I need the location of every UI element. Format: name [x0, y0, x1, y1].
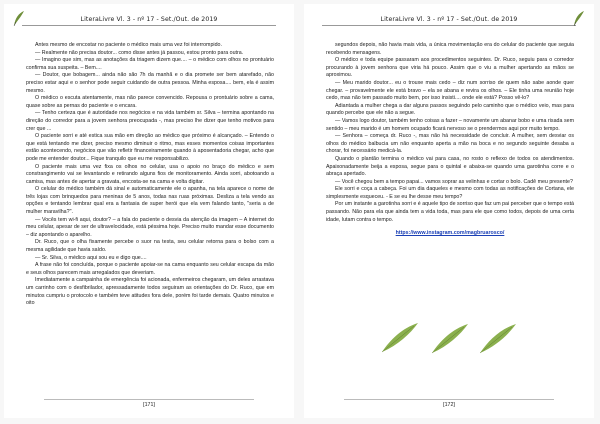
feathers-illustration: [374, 320, 524, 356]
header-divider: [22, 25, 276, 26]
paragraph: Antes mesmo de encostar no paciente o médico mais uma vez foi interrompido.: [35, 42, 222, 48]
page-header: [4, 10, 294, 26]
paragraph: O paciente sorri e até estica sua mão em direção ao médico que próximo é alcançado. – Entendo o que está tentando me dizer, preciso mesmo diminuir o ritmo, mas esses momentos coisas importantes estão acontecendo, negócios que vão refletir financeiramente quando à aposentadoria chegar, acho que pode me entender doutor... Fique tranquilo que eu me responsabilizo.: [26, 133, 274, 162]
page-number: [171]: [143, 402, 155, 408]
feather-icon: [480, 324, 516, 353]
paragraph: — Você chegou bem a tempo papai... vamos soprar as velinhas e cortar o bolo. Cadê meu presente?: [335, 178, 573, 185]
right-page: [304, 4, 594, 418]
paragraph: O médico o escuta atentamente, mas não parece convencido. Repousa o prontuário sobre a cama, quase sobre as pernas do paciente e o encara.: [26, 95, 274, 109]
paragraph: Imediatamente a campainha de emergência foi acionada, enfermeiros chegaram, um deles arrastava um carrinho com o desfibrilador, apressadamente todos seguiram as orientações do Dr. Ruco, que em minutos cumpriu o protocolo e também teve atitudes fora dele, porém foi tarde demais. Quatro minutos e oito: [26, 277, 274, 307]
paragraph: A frase não foi concluída, porque o paciente apoiar-se na cama enquanto seu celular escapa da mão e seus olhos parecem mais arregalados que deveriam.: [26, 262, 274, 276]
paragraph: — Sr. Silva, o médico aqui sou eu e digo que....: [35, 254, 147, 261]
story-text: [326, 42, 574, 238]
paragraph: — Vamos logo doutor, também tenho coisas a fazer – novamente um abanar bobo e uma risada sem sentido – meu marido é um homem ocupado ficará nervoso se o prendermos aqui por muito tempo.: [326, 117, 574, 132]
paragraph: — Vocês tem wi-fi aqui, doutor? – a fala do paciente o desvia da atenção da imagem – A internet do meu celular, apesar de ser de ultravelocidade, está péssima hoje. Preciso muito mandar esse documento – diz apontando o aparelho.: [26, 216, 274, 238]
paragraph: O paciente mais uma vez fixa os olhos no celular, usa o apoio no braço do médico e sem constrangimento vai se levantando e retirando alguns fios de monitoramento. Ainda sorri, abotoando a camisa, mas antes de apertar a gravata, encosta-se na cama e volta digitar.: [26, 163, 274, 185]
paragraph: Adiantada a mulher chega a dar alguns passos seguindo pelo caminho que o médico veio, mas para quando percebe que ele não a segue.: [326, 102, 574, 117]
quill-icon: [572, 10, 586, 28]
paragraph: Quando o plantão termina o médico vai para casa, no rosto o reflexo de todos os atendimentos. Apaixonadamente beija a esposa, segue para o quintal e abaixa-se quando uma garotinha corre e o abraça apertado.: [326, 155, 574, 178]
instagram-link[interactable]: https://www.instagram.com/magbruarosco/: [395, 230, 505, 237]
paragraph: — Tenho certeza que é autoridade nos negócios e na vida também sr. Silva – termina apontando na direção do corredor para a jovem senhora preocupada -, mas preciso lhe dizer que tenho motivos para crer que ...: [26, 110, 274, 132]
story-text: [26, 42, 274, 308]
page-header: [304, 10, 594, 26]
journal-header: LiteraLivre Vl. 3 - nº 17 - Set./Out. de 2019: [80, 16, 218, 23]
paragraph: — Realmente não precisa doutor... como disse antes já passou, estou pronto para outra.: [35, 49, 244, 56]
paragraph: — Senhora – começa dr. Ruco -, mas não há necessidade de concluir. A mulher, sem desviar os olhos do médico balbucia um não enquanto aperta a mão na boca e no segundo seguinte desaba a chorar, foi necessário medicá-la.: [326, 133, 574, 155]
paragraph: O médico e toda equipe passaram aos procedimentos seguintes. Dr. Ruco, seguiu para o corredor procurando à jovem senhora que viria há pouco. Assim que o viu a mulher apertando as mãos se aproximou.: [326, 57, 574, 79]
paragraph: segundos depois, não havia mais vida, a única movimentação era do celular do paciente que seguia recebendo mensagens.: [326, 42, 574, 56]
paragraph: — Meu marido doutor... eu o trouxe mais cedo – diz num sorriso de quem não sabe aonde quer chegar. – provavelmente ele está bravo – ela se abana e revira os olhos. – Ele tinha uma reunião hoje cedo, mas não tem passado muito bem, por isso insisti.... onde ele está? Posso vê-lo?: [326, 79, 574, 102]
paragraph: Dr. Ruco, que o olha fixamente percebe o suor na testa, seu celular retorna para o bolso com a mesma agilidade que havia saído.: [26, 239, 274, 254]
footer-divider: [44, 399, 254, 400]
page-number: [172]: [443, 402, 455, 408]
journal-header: LiteraLivre Vl. 3 - nº 17 - Set./Out. de 2019: [380, 16, 518, 23]
feather-icon: [432, 324, 468, 353]
header-divider: [322, 25, 576, 26]
paragraph: Ele sorri e coça a cabeça. Foi um dia daqueles e mesmo com todas as notificações de Cortana, ele simplesmente esqueceu. - E se eu lhe desse meu tempo?: [326, 186, 574, 200]
footer-divider: [344, 399, 554, 400]
paragraph: — Imagino que sim, mas as anotações da triagem dizem que.... – o médico com olhos no prontuário confirma sua suspeita. – Bem....: [26, 57, 274, 71]
paragraph: — Doutor, que bobagem... ainda não são 7h da manhã e o dia promete ser bem atarefado, não preciso estar aqui e o senhor pode seguir cuidando de outra pessoa. Minha esposa.... bem, ela é assim mesmo.: [26, 72, 274, 94]
paragraph: Por um instante a garotinha sorri e é aquele tipo de sorriso que faz um pai perceber que o tempo está passando. Não para ela que ainda tem a vida toda, mas para ele que como todos, depois de uma certa idade, lutam contra o tempo.: [326, 201, 574, 223]
paragraph: O celular do médico também dá sinal e automaticamente ele o apanha, na tela aparece o nome de três lojas com brinquedos para meninas de 5 anos, todas nas ruas próximas. Desliza a tela vendo as opções e tentando lembrar qual era a fantasia de super herói que ela vem falando tanto, "seria a de mulher maravilha?".: [26, 186, 274, 216]
feather-icon: [382, 323, 418, 352]
left-page: [4, 4, 294, 418]
